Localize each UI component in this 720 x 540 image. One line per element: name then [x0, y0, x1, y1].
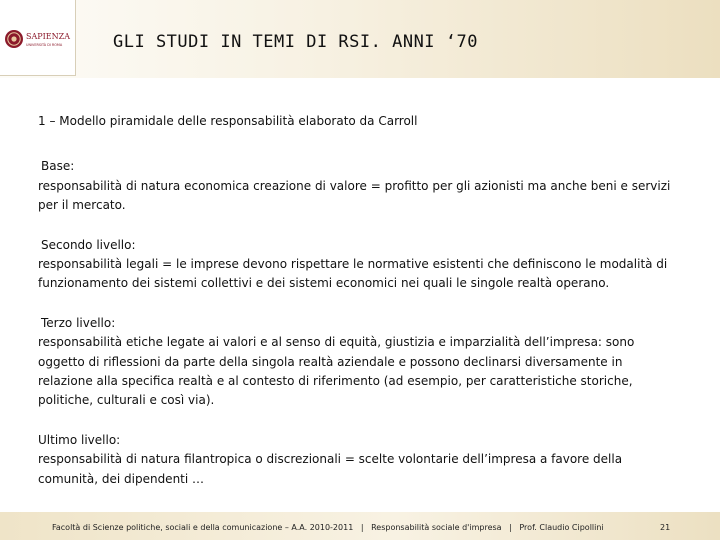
footer-professor: Prof. Claudio Cipollini	[519, 523, 604, 532]
level-text: responsabilità etiche legate ai valori e al senso di equità, giustizia e imparzialità dell’impresa: sono oggetto di riflessioni da parte della singola realtà aziendale e possono declinarsi diversamente in relazione alla specifica realtà e al contesto di riferimento (ad esempio, per caratteristiche storiche, politiche, culturali e così via).	[38, 335, 635, 408]
level-text: responsabilità di natura economica creazione di valore = profitto per gli azionisti ma anche beni e servizi per il mercato.	[38, 178, 671, 213]
level-heading: Base:	[41, 159, 75, 174]
page-number: 21	[660, 523, 671, 532]
footer-course: Responsabilità sociale d'impresa	[371, 523, 502, 532]
logo-subtext: UNIVERSITÀ DI ROMA	[26, 43, 63, 47]
level-block-base	[38, 157, 678, 215]
level-heading: Ultimo livello:	[38, 432, 121, 447]
section-subtitle: 1 – Modello piramidale delle responsabilità elaborato da Carroll	[38, 114, 418, 128]
footer-faculty: Facoltà di Scienze politiche, sociali e della comunicazione – A.A. 2010-2011	[52, 523, 354, 532]
sapienza-logo-icon	[4, 28, 72, 50]
university-logo	[0, 0, 76, 76]
level-block-last	[38, 431, 678, 489]
level-text: responsabilità di natura filantropica o discrezionali = scelte volontarie dell’impresa a favore della comunità, dei dipendenti …	[38, 452, 623, 486]
footer-info	[52, 523, 604, 532]
level-heading: Secondo livello:	[41, 237, 136, 252]
level-heading: Terzo livello:	[41, 315, 116, 330]
level-block-third	[38, 314, 678, 411]
page-title: GLI STUDI IN TEMI DI RSI. ANNI ‘70	[113, 32, 478, 52]
logo-wordmark: SAPIENZA	[26, 32, 70, 41]
level-block-second	[38, 236, 678, 294]
footer-separator: |	[509, 523, 512, 532]
level-text: responsabilità legali = le imprese devono rispettare le normative esistenti che definiscono le modalità di funzionamento dei sistemi collettivi e dei sistemi economici nei quali le singole realtà operano.	[38, 257, 668, 291]
main-content	[38, 112, 678, 509]
footer-separator: |	[360, 523, 364, 532]
